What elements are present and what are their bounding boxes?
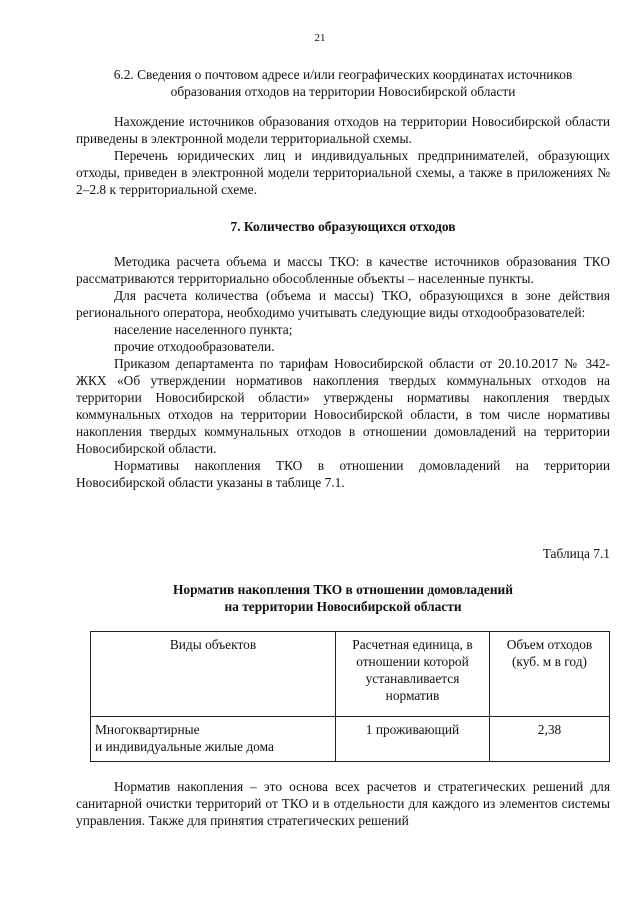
section-7-item2: прочие отходообразователи. [114, 339, 275, 354]
table-cell-unit: 1 проживающий [336, 717, 490, 762]
section-6-2-heading-line2: образования отходов на территории Новосибирской области [170, 84, 516, 99]
closing-paragraph [76, 778, 610, 829]
section-7-para3: Приказом департамента по тарифам Новосибирской области от 20.10.2017 № 342-ЖКХ «Об утверждении нормативов накопления твердых коммунальных отходов на территории Новосибирской области» утверждены нормативы накопления твердых коммунальных отходов на территории Новосибирской области, в том числе нормативы накопления твердых коммунальных отходов в отношении домовладений на территории Новосибирской области. [76, 356, 610, 456]
table-cell-object-line1: Многоквартирные [95, 722, 200, 737]
table-header-volume: Объем отходов (куб. м в год) [490, 632, 610, 717]
section-6-2-para2: Перечень юридических лиц и индивидуальных предпринимателей, образующих отходы, приведен в электронной модели территориальной схемы, а также в приложениях № 2–2.8 к территориальной схеме. [76, 148, 610, 197]
section-7-item1: население населенного пункта; [114, 322, 293, 337]
table-title-line1: Норматив накопления ТКО в отношении домовладений [173, 582, 513, 597]
table-row [91, 717, 610, 762]
section-7-para4: Нормативы накопления ТКО в отношении домовладений на территории Новосибирской области указаны в таблице 7.1. [76, 458, 610, 490]
section-6-2-heading [76, 66, 610, 100]
table-header-row [91, 632, 610, 717]
norm-table [90, 631, 610, 762]
section-7-para2: Для расчета количества (объема и массы) ТКО, образующихся в зоне действия регионального оператора, необходимо учитывать следующие виды отходообразователей: [76, 288, 610, 320]
table-cell-object-line2: и индивидуальные жилые дома [95, 739, 274, 754]
closing-para: Норматив накопления – это основа всех расчетов и стратегических решений для санитарной очистки территорий от ТКО и в отдельности для каждого из элементов системы управления. Также для принятия стратегических решений [76, 779, 610, 828]
section-7-body [76, 253, 610, 491]
section-7-para1: Методика расчета объема и массы ТКО: в качестве источников образования ТКО рассматриваются территориально обособленные объекты – населенные пункты. [76, 254, 610, 286]
section-6-2-para1: Нахождение источников образования отходов на территории Новосибирской области приведены в электронной модели территориальной схемы. [76, 114, 610, 146]
section-7-heading: 7. Количество образующихся отходов [230, 219, 456, 234]
table-cell-volume: 2,38 [490, 717, 610, 762]
section-6-2-heading-line1: 6.2. Сведения о почтовом адресе и/или географических координатах источников [113, 67, 573, 82]
page-number: 21 [314, 32, 326, 44]
table-title-line2: на территории Новосибирской области [224, 599, 462, 614]
section-6-2-body [76, 113, 610, 198]
table-title [76, 581, 610, 615]
table-label: Таблица 7.1 [542, 546, 610, 561]
table-header-objects: Виды объектов [91, 632, 336, 717]
table-header-unit: Расчетная единица, в отношении которой устанавливается норматив [336, 632, 490, 717]
table-cell-object [91, 717, 336, 762]
